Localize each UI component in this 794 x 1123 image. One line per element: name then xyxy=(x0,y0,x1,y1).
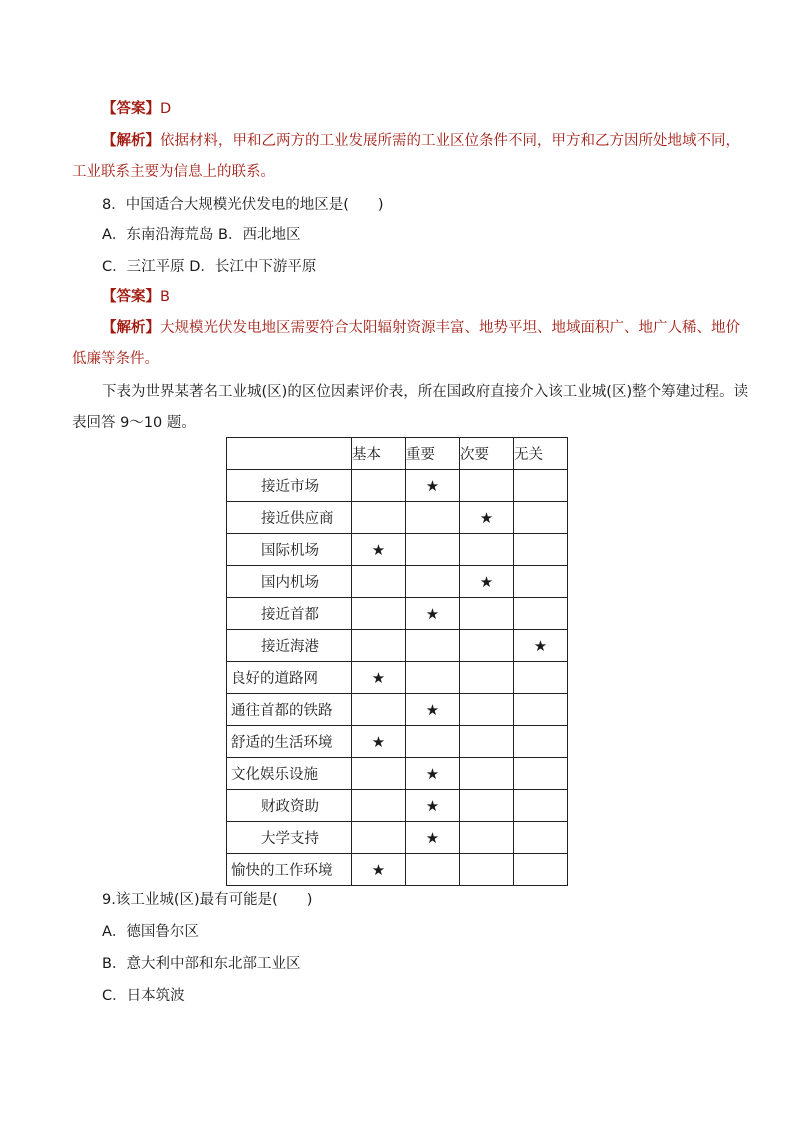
rating-cell xyxy=(460,822,514,854)
rating-cell xyxy=(514,758,568,790)
question-9-option-c: C．日本筑波 xyxy=(102,988,185,1004)
rating-cell xyxy=(352,758,406,790)
rating-cell xyxy=(352,502,406,534)
analysis-bracket: 【解析】 xyxy=(102,133,160,149)
star-icon: ★ xyxy=(425,700,440,719)
table-row xyxy=(227,822,568,854)
rating-cell xyxy=(352,790,406,822)
table-row xyxy=(227,662,568,694)
factor-label: 舒适的生活环境 xyxy=(227,726,352,758)
rating-cell xyxy=(460,790,514,822)
question-8-stem: 8．中国适合大规模光伏发电的地区是( ) xyxy=(102,197,384,213)
rating-cell xyxy=(352,662,406,694)
rating-cell xyxy=(514,470,568,502)
factor-label: 文化娱乐设施 xyxy=(227,758,352,790)
star-icon: ★ xyxy=(371,732,386,751)
star-icon: ★ xyxy=(425,764,440,783)
rating-cell xyxy=(460,502,514,534)
answer-value: D xyxy=(160,101,172,117)
rating-cell xyxy=(406,566,460,598)
factor-label: 愉快的工作环境 xyxy=(227,854,352,886)
table-row xyxy=(227,758,568,790)
rating-cell xyxy=(406,662,460,694)
question-8-options-cd: C．三江平原 D．长江中下游平原 xyxy=(102,259,317,275)
location-factor-table xyxy=(226,437,568,886)
rating-cell xyxy=(406,758,460,790)
factor-label: 接近首都 xyxy=(227,598,352,630)
star-icon: ★ xyxy=(479,508,494,527)
star-icon: ★ xyxy=(425,828,440,847)
answer-line-2 xyxy=(102,286,170,308)
factor-label: 财政资助 xyxy=(227,790,352,822)
table-row xyxy=(227,726,568,758)
star-icon: ★ xyxy=(371,668,386,687)
star-icon: ★ xyxy=(533,636,548,655)
rating-cell xyxy=(406,502,460,534)
factor-label: 国内机场 xyxy=(227,566,352,598)
analysis-text: 大规模光伏发电地区需要符合太阳辐射资源丰富、地势平坦、地域面积广、地广人稀、地价 xyxy=(160,320,740,336)
analysis-text-cont: 工业联系主要为信息上的联系。 xyxy=(72,164,275,180)
question-9-option-b: B．意大利中部和东北部工业区 xyxy=(102,956,301,972)
analysis-line-1 xyxy=(102,130,740,152)
rating-cell xyxy=(406,726,460,758)
intro-paragraph: 下表为世界某著名工业城(区)的区位因素评价表，所在国政府直接介入该工业城(区)整个筹建过程。读 xyxy=(102,384,749,400)
star-icon: ★ xyxy=(371,860,386,879)
factor-label: 接近市场 xyxy=(227,470,352,502)
rating-cell xyxy=(406,598,460,630)
analysis-bracket: 【解析】 xyxy=(102,320,160,336)
table-row xyxy=(227,566,568,598)
table-header-cell: 重要 xyxy=(406,438,460,470)
table-row xyxy=(227,502,568,534)
rating-cell xyxy=(460,662,514,694)
rating-cell xyxy=(352,630,406,662)
analysis-text-cont: 低廉等条件。 xyxy=(72,351,159,367)
intro-paragraph-cont: 表回答 9～10 题。 xyxy=(72,415,196,431)
rating-cell xyxy=(406,854,460,886)
rating-cell xyxy=(460,694,514,726)
answer-bracket: 【答案】 xyxy=(102,101,160,117)
rating-cell xyxy=(406,470,460,502)
rating-cell xyxy=(352,694,406,726)
answer-bracket: 【答案】 xyxy=(102,289,160,305)
rating-cell xyxy=(406,790,460,822)
analysis-text: 依据材料，甲和乙两方的工业发展所需的工业区位条件不同，甲方和乙方因所处地域不同， xyxy=(160,133,740,149)
table-row xyxy=(227,598,568,630)
table-row xyxy=(227,534,568,566)
table-row xyxy=(227,630,568,662)
rating-cell xyxy=(406,694,460,726)
answer-value: B xyxy=(160,289,170,305)
star-icon: ★ xyxy=(425,604,440,623)
rating-cell xyxy=(460,470,514,502)
analysis-line-2 xyxy=(102,317,740,339)
question-9-option-a: A．德国鲁尔区 xyxy=(102,924,199,940)
rating-cell xyxy=(406,630,460,662)
rating-cell xyxy=(514,726,568,758)
question-8-options-ab: A．东南沿海荒岛 B．西北地区 xyxy=(102,227,301,243)
rating-cell xyxy=(406,534,460,566)
rating-cell xyxy=(352,726,406,758)
rating-cell xyxy=(352,534,406,566)
table-header-cell: 基本 xyxy=(352,438,406,470)
rating-cell xyxy=(352,822,406,854)
rating-cell xyxy=(352,470,406,502)
star-icon: ★ xyxy=(425,796,440,815)
rating-cell xyxy=(460,854,514,886)
rating-cell xyxy=(460,726,514,758)
analysis-line-2-cont xyxy=(72,348,159,370)
rating-cell xyxy=(352,566,406,598)
table-row xyxy=(227,694,568,726)
rating-cell xyxy=(514,630,568,662)
rating-cell xyxy=(352,598,406,630)
rating-cell xyxy=(514,694,568,726)
factor-label: 通往首都的铁路 xyxy=(227,694,352,726)
star-icon: ★ xyxy=(425,476,440,495)
rating-cell xyxy=(460,598,514,630)
question-9-stem: 9.该工业城(区)最有可能是( ) xyxy=(102,892,313,908)
factor-label: 良好的道路网 xyxy=(227,662,352,694)
rating-cell xyxy=(514,534,568,566)
rating-cell xyxy=(406,822,460,854)
rating-cell xyxy=(514,662,568,694)
rating-cell xyxy=(514,502,568,534)
rating-cell xyxy=(514,822,568,854)
rating-cell xyxy=(460,630,514,662)
rating-cell xyxy=(352,854,406,886)
table-row xyxy=(227,470,568,502)
analysis-line-1-cont xyxy=(72,161,275,183)
star-icon: ★ xyxy=(371,540,386,559)
rating-cell xyxy=(460,758,514,790)
rating-cell xyxy=(514,566,568,598)
rating-cell xyxy=(460,566,514,598)
rating-cell xyxy=(514,790,568,822)
table-header-row xyxy=(227,438,568,470)
rating-cell xyxy=(514,854,568,886)
factor-label: 大学支持 xyxy=(227,822,352,854)
table-row xyxy=(227,854,568,886)
table-row xyxy=(227,790,568,822)
factor-label: 国际机场 xyxy=(227,534,352,566)
answer-line-1 xyxy=(102,98,171,120)
table-header-cell: 无关 xyxy=(514,438,568,470)
table-corner-cell xyxy=(227,438,352,470)
factor-label: 接近供应商 xyxy=(227,502,352,534)
rating-cell xyxy=(460,534,514,566)
table-header-cell: 次要 xyxy=(460,438,514,470)
factor-label: 接近海港 xyxy=(227,630,352,662)
star-icon: ★ xyxy=(479,572,494,591)
rating-cell xyxy=(514,598,568,630)
